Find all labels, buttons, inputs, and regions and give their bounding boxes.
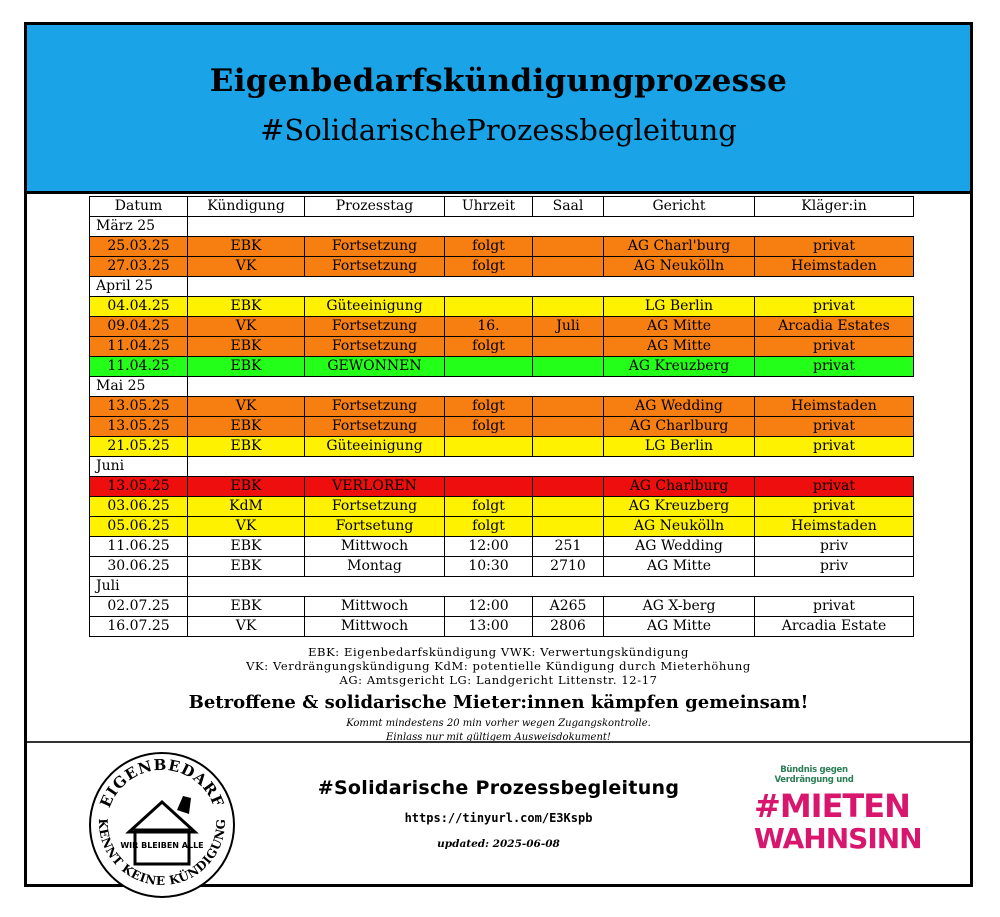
table-cell-klägerin: privat: [755, 437, 914, 457]
table-cell-gericht: AG Mitte: [604, 617, 755, 637]
updated-label: updated:: [437, 838, 490, 850]
month-row: [90, 217, 914, 237]
table-cell-kündigung: VK: [188, 617, 305, 637]
table-cell-saal: [533, 357, 604, 377]
table-cell-datum: 13.05.25: [90, 417, 188, 437]
table-row: [90, 317, 914, 337]
footer-title: #Solidarische Prozessbegleitung: [317, 777, 680, 799]
month-label: Juli: [90, 577, 188, 597]
table-cell-uhrzeit: 12:00: [445, 597, 533, 617]
table-cell-prozesstag: Montag: [305, 557, 445, 577]
table-cell-saal: [533, 437, 604, 457]
month-label: Mai 25: [90, 377, 188, 397]
month-row: [90, 277, 914, 297]
column-header: Datum: [90, 197, 188, 217]
table-cell-prozesstag: Fortsetzung: [305, 417, 445, 437]
table-cell-uhrzeit: folgt: [445, 257, 533, 277]
schedule-table: [89, 196, 914, 637]
table-cell-klägerin: priv: [755, 537, 914, 557]
table-cell-prozesstag: Mittwoch: [305, 617, 445, 637]
table-cell-saal: [533, 417, 604, 437]
table-row: [90, 257, 914, 277]
table-cell-prozesstag: Fortsetung: [305, 517, 445, 537]
table-cell-datum: 13.05.25: [90, 477, 188, 497]
table-cell-klägerin: Heimstaden: [755, 257, 914, 277]
table-cell-kündigung: EBK: [188, 237, 305, 257]
table-cell-gericht: AG Neukölln: [604, 257, 755, 277]
table-cell-klägerin: privat: [755, 477, 914, 497]
table-cell-prozesstag: Güteeinigung: [305, 437, 445, 457]
table-row: [90, 537, 914, 557]
column-header: Gericht: [604, 197, 755, 217]
table-cell-gericht: AG Mitte: [604, 317, 755, 337]
table-row: [90, 237, 914, 257]
table-cell-kündigung: EBK: [188, 557, 305, 577]
table-cell-prozesstag: Fortsetzung: [305, 237, 445, 257]
table-row: [90, 337, 914, 357]
table-cell-uhrzeit: [445, 357, 533, 377]
table-cell-uhrzeit: 16.: [445, 317, 533, 337]
divider: [27, 741, 970, 743]
table-cell-gericht: AG Kreuzberg: [604, 497, 755, 517]
table-row: [90, 297, 914, 317]
month-spacer: [188, 277, 914, 297]
footer-url[interactable]: https://tinyurl.com/E3Kspb: [404, 811, 593, 825]
table-cell-datum: 05.06.25: [90, 517, 188, 537]
month-label: Juni: [90, 457, 188, 477]
table-cell-kündigung: VK: [188, 397, 305, 417]
table-cell-kündigung: EBK: [188, 437, 305, 457]
table-cell-gericht: AG Neukölln: [604, 517, 755, 537]
table-cell-prozesstag: Fortsetzung: [305, 337, 445, 357]
table-cell-gericht: LG Berlin: [604, 297, 755, 317]
table-cell-datum: 25.03.25: [90, 237, 188, 257]
table-cell-uhrzeit: 12:00: [445, 537, 533, 557]
table-cell-prozesstag: Fortsetzung: [305, 497, 445, 517]
updated-date: 2025-06-08: [492, 838, 560, 850]
table-cell-gericht: AG Wedding: [604, 537, 755, 557]
page-frame: [24, 22, 973, 887]
table-row: [90, 517, 914, 537]
table-cell-datum: 27.03.25: [90, 257, 188, 277]
table-cell-kündigung: EBK: [188, 597, 305, 617]
table-cell-uhrzeit: 13:00: [445, 617, 533, 637]
column-header: Uhrzeit: [445, 197, 533, 217]
table-cell-prozesstag: Fortsetzung: [305, 397, 445, 417]
table-cell-uhrzeit: folgt: [445, 497, 533, 517]
table-cell-kündigung: EBK: [188, 297, 305, 317]
header-banner: [27, 25, 970, 194]
table-cell-klägerin: Heimstaden: [755, 397, 914, 417]
table-cell-prozesstag: Fortsetzung: [305, 317, 445, 337]
table-cell-kündigung: VK: [188, 317, 305, 337]
table-row: [90, 437, 914, 457]
table-row: [90, 357, 914, 377]
month-row: [90, 577, 914, 597]
table-cell-kündigung: EBK: [188, 357, 305, 377]
table-cell-kündigung: VK: [188, 257, 305, 277]
table-cell-gericht: AG Charlburg: [604, 477, 755, 497]
table-cell-saal: [533, 397, 604, 417]
month-spacer: [188, 457, 914, 477]
table-cell-prozesstag: Güteeinigung: [305, 297, 445, 317]
table-row: [90, 557, 914, 577]
table-cell-prozesstag: Mittwoch: [305, 537, 445, 557]
table-cell-gericht: AG Wedding: [604, 397, 755, 417]
table-cell-saal: Juli: [533, 317, 604, 337]
mietenwahnsinn-logo: [754, 765, 922, 885]
table-cell-saal: [533, 477, 604, 497]
table-cell-klägerin: privat: [755, 357, 914, 377]
table-cell-prozesstag: Fortsetzung: [305, 257, 445, 277]
table-cell-datum: 02.07.25: [90, 597, 188, 617]
table-cell-uhrzeit: 10:30: [445, 557, 533, 577]
table-row: [90, 497, 914, 517]
table-cell-kündigung: EBK: [188, 537, 305, 557]
table-cell-saal: 2710: [533, 557, 604, 577]
table-cell-datum: 09.04.25: [90, 317, 188, 337]
table-cell-kündigung: KdM: [188, 497, 305, 517]
note-line: Kommt mindestens 20 min vorher wegen Zugangskontrolle.: [346, 718, 651, 729]
table-cell-klägerin: privat: [755, 597, 914, 617]
table-cell-saal: [533, 517, 604, 537]
slogan: Betroffene & solidarische Mieter:innen kämpfen gemeinsam!: [188, 692, 809, 713]
table-cell-datum: 11.04.25: [90, 357, 188, 377]
table-cell-datum: 11.06.25: [90, 537, 188, 557]
table-cell-uhrzeit: folgt: [445, 517, 533, 537]
table-cell-datum: 30.06.25: [90, 557, 188, 577]
month-label: März 25: [90, 217, 188, 237]
table-cell-kündigung: EBK: [188, 477, 305, 497]
page-subtitle: #SolidarischeProzessbegleitung: [260, 113, 737, 147]
table-cell-uhrzeit: folgt: [445, 237, 533, 257]
table-cell-saal: 251: [533, 537, 604, 557]
table-cell-klägerin: Arcadia Estate: [755, 617, 914, 637]
table-cell-gericht: AG Kreuzberg: [604, 357, 755, 377]
page-title: Eigenbedarfskündigungprozesse: [209, 63, 788, 99]
table-row: [90, 597, 914, 617]
month-row: [90, 457, 914, 477]
table-cell-saal: [533, 337, 604, 357]
table-cell-gericht: AG Mitte: [604, 557, 755, 577]
table-cell-datum: 21.05.25: [90, 437, 188, 457]
table-row: [90, 477, 914, 497]
table-cell-saal: A265: [533, 597, 604, 617]
logo-big-text: WAHNSINN: [754, 822, 922, 855]
table-cell-klägerin: privat: [755, 237, 914, 257]
column-header: Kläger:in: [755, 197, 914, 217]
legend-line: AG: Amtsgericht LG: Landgericht Littenstr. 12-17: [339, 673, 658, 687]
note-line: Einlass nur mit gültigem Ausweisdokument!: [386, 732, 611, 743]
month-spacer: [188, 377, 914, 397]
column-header: Prozesstag: [305, 197, 445, 217]
table-cell-datum: 03.06.25: [90, 497, 188, 517]
table-cell-saal: [533, 497, 604, 517]
eigenbedarf-seal-logo: [89, 752, 235, 898]
logo-big-text: #MIETEN: [754, 787, 910, 825]
month-label: April 25: [90, 277, 188, 297]
table-cell-uhrzeit: [445, 477, 533, 497]
table-cell-klägerin: privat: [755, 497, 914, 517]
month-row: [90, 377, 914, 397]
table-cell-kündigung: VK: [188, 517, 305, 537]
table-cell-kündigung: EBK: [188, 417, 305, 437]
seal-top-text: EIGENBEDARF: [96, 755, 228, 811]
table-cell-uhrzeit: [445, 437, 533, 457]
table-cell-klägerin: priv: [755, 557, 914, 577]
table-cell-prozesstag: GEWONNEN: [305, 357, 445, 377]
month-spacer: [188, 577, 914, 597]
table-row: [90, 397, 914, 417]
table-row: [90, 417, 914, 437]
table-cell-kündigung: EBK: [188, 337, 305, 357]
column-header: Saal: [533, 197, 604, 217]
table-cell-gericht: AG Charlburg: [604, 417, 755, 437]
table-cell-saal: [533, 237, 604, 257]
logo-small-text: Bündnis gegen Verdrängung und: [774, 765, 854, 785]
table-cell-saal: [533, 297, 604, 317]
table-row: [90, 617, 914, 637]
table-cell-gericht: AG Charl'burg: [604, 237, 755, 257]
table-cell-saal: [533, 257, 604, 277]
table-cell-uhrzeit: [445, 297, 533, 317]
table-cell-uhrzeit: folgt: [445, 417, 533, 437]
column-header: Kündigung: [188, 197, 305, 217]
table-cell-datum: 11.04.25: [90, 337, 188, 357]
table-cell-datum: 04.04.25: [90, 297, 188, 317]
table-cell-uhrzeit: folgt: [445, 397, 533, 417]
table-cell-gericht: AG Mitte: [604, 337, 755, 357]
legend-line: VK: Verdrängungskündigung KdM: potentielle Kündigung durch Mieterhöhung: [246, 659, 751, 673]
month-spacer: [188, 217, 914, 237]
table-cell-datum: 13.05.25: [90, 397, 188, 417]
table-cell-klägerin: Heimstaden: [755, 517, 914, 537]
table-cell-klägerin: privat: [755, 417, 914, 437]
table-cell-uhrzeit: folgt: [445, 337, 533, 357]
table-cell-klägerin: privat: [755, 297, 914, 317]
table-cell-datum: 16.07.25: [90, 617, 188, 637]
table-header-row: [90, 197, 914, 217]
table-cell-gericht: AG X-berg: [604, 597, 755, 617]
table-cell-klägerin: Arcadia Estates: [755, 317, 914, 337]
table-cell-klägerin: privat: [755, 337, 914, 357]
legend-line: EBK: Eigenbedarfskündigung VWK: Verwertungskündigung: [308, 645, 689, 659]
table-cell-prozesstag: VERLOREN: [305, 477, 445, 497]
table-cell-saal: 2806: [533, 617, 604, 637]
table-cell-prozesstag: Mittwoch: [305, 597, 445, 617]
abbreviation-legend: [27, 645, 970, 687]
seal-center-text: WIR BLEIBEN ALLE: [120, 841, 204, 850]
table-cell-gericht: LG Berlin: [604, 437, 755, 457]
seal-bottom-text: KENNT KEINE KÜNDIGUNG: [95, 818, 229, 889]
